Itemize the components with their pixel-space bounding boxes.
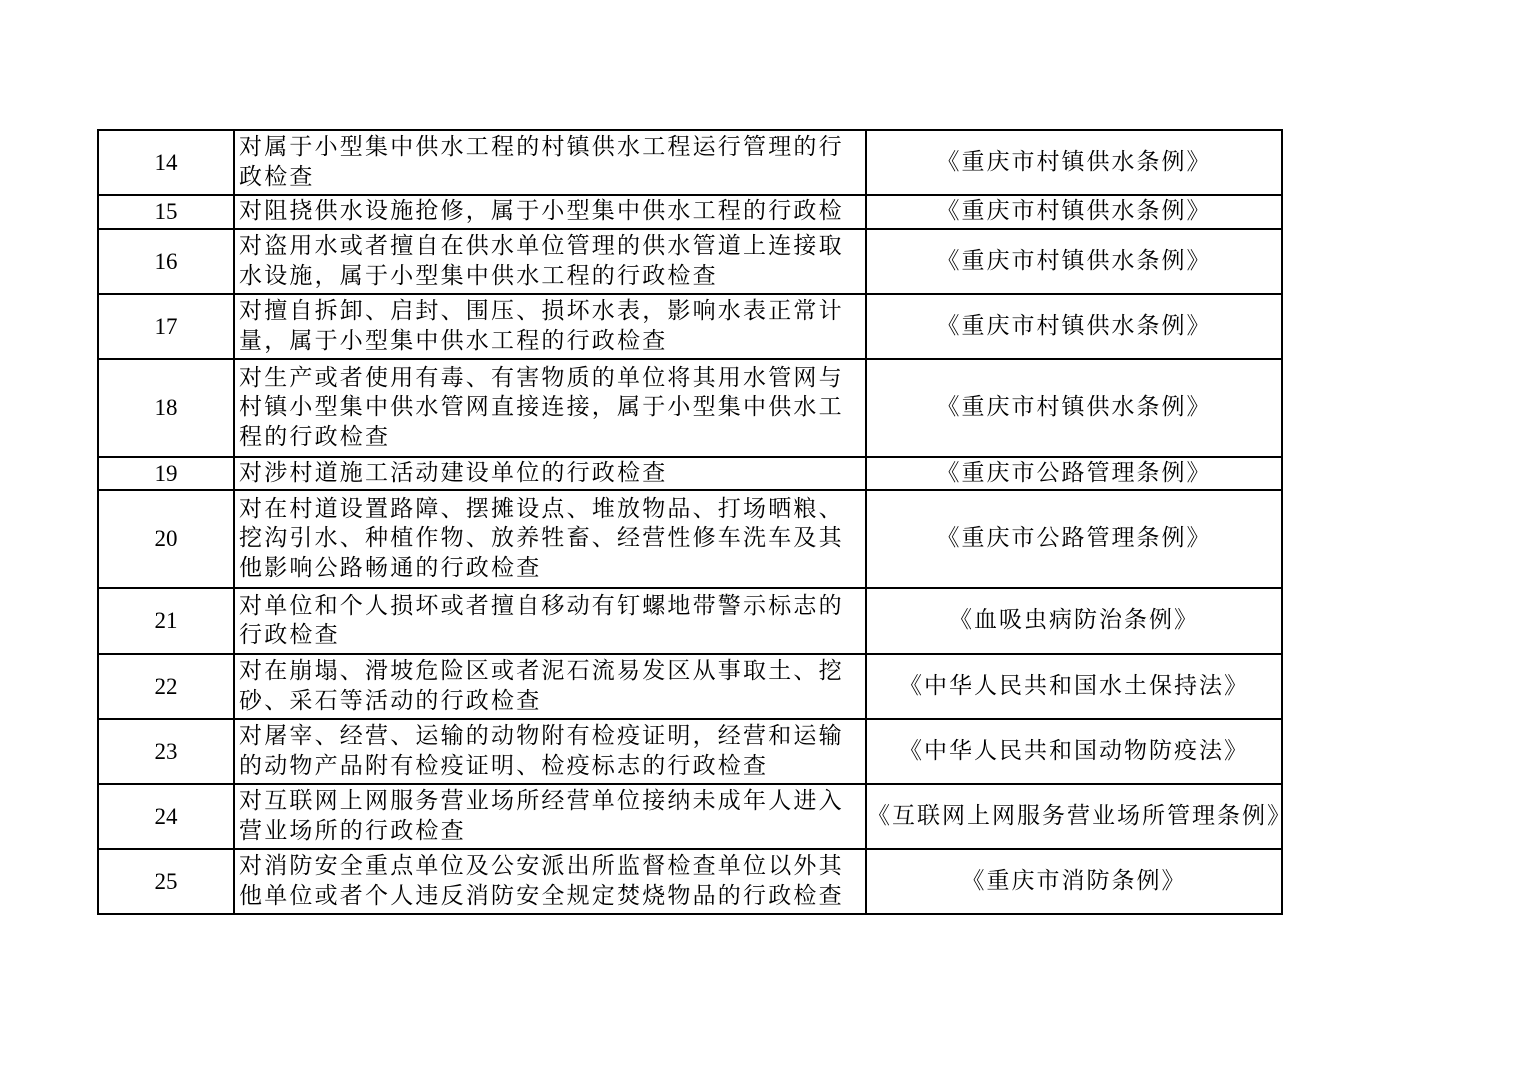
table-row	[98, 195, 1282, 229]
row-number: 17	[98, 294, 234, 359]
inspection-item: 对擅自拆卸、启封、围压、损坏水表，影响水表正常计量，属于小型集中供水工程的行政检查	[234, 294, 866, 359]
legal-basis: 《重庆市公路管理条例》	[866, 457, 1282, 490]
table-row	[98, 654, 1282, 719]
row-number: 20	[98, 490, 234, 588]
row-number: 15	[98, 195, 234, 229]
inspection-item: 对盗用水或者擅自在供水单位管理的供水管道上连接取水设施，属于小型集中供水工程的行政检查	[234, 229, 866, 294]
table-row	[98, 130, 1282, 195]
legal-basis: 《重庆市公路管理条例》	[866, 490, 1282, 588]
row-number: 16	[98, 229, 234, 294]
table-row	[98, 719, 1282, 784]
table-row	[98, 229, 1282, 294]
legal-basis: 《重庆市消防条例》	[866, 849, 1282, 914]
table-row	[98, 784, 1282, 849]
row-number: 23	[98, 719, 234, 784]
table-row	[98, 294, 1282, 359]
inspection-item: 对屠宰、经营、运输的动物附有检疫证明，经营和运输的动物产品附有检疫证明、检疫标志的行政检查	[234, 719, 866, 784]
row-number: 22	[98, 654, 234, 719]
row-number: 21	[98, 588, 234, 654]
legal-basis: 《互联网上网服务营业场所管理条例》	[866, 784, 1282, 849]
table-row	[98, 359, 1282, 457]
legal-basis: 《重庆市村镇供水条例》	[866, 359, 1282, 457]
legal-basis: 《血吸虫病防治条例》	[866, 588, 1282, 654]
inspection-item: 对属于小型集中供水工程的村镇供水工程运行管理的行政检查	[234, 130, 866, 195]
row-number: 19	[98, 457, 234, 490]
row-number: 25	[98, 849, 234, 914]
legal-basis: 《重庆市村镇供水条例》	[866, 294, 1282, 359]
legal-basis: 《重庆市村镇供水条例》	[866, 229, 1282, 294]
table-row	[98, 457, 1282, 490]
inspection-item: 对在村道设置路障、摆摊设点、堆放物品、打场晒粮、挖沟引水、种植作物、放养牲畜、经营性修车洗车及其他影响公路畅通的行政检查	[234, 490, 866, 588]
inspection-item: 对单位和个人损坏或者擅自移动有钉螺地带警示标志的行政检查	[234, 588, 866, 654]
legal-basis: 《重庆市村镇供水条例》	[866, 130, 1282, 195]
table-row	[98, 588, 1282, 654]
row-number: 24	[98, 784, 234, 849]
row-number: 14	[98, 130, 234, 195]
table-row	[98, 849, 1282, 914]
row-number: 18	[98, 359, 234, 457]
inspection-item: 对消防安全重点单位及公安派出所监督检查单位以外其他单位或者个人违反消防安全规定焚烧物品的行政检查	[234, 849, 866, 914]
inspection-item: 对生产或者使用有毒、有害物质的单位将其用水管网与村镇小型集中供水管网直接连接，属于小型集中供水工程的行政检查	[234, 359, 866, 457]
inspection-item: 对涉村道施工活动建设单位的行政检查	[234, 457, 866, 490]
table-row	[98, 490, 1282, 588]
inspection-item: 对在崩塌、滑坡危险区或者泥石流易发区从事取土、挖砂、采石等活动的行政检查	[234, 654, 866, 719]
legal-basis: 《中华人民共和国水土保持法》	[866, 654, 1282, 719]
legal-basis: 《中华人民共和国动物防疫法》	[866, 719, 1282, 784]
legal-basis: 《重庆市村镇供水条例》	[866, 195, 1282, 229]
inspection-item: 对阻挠供水设施抢修，属于小型集中供水工程的行政检	[234, 195, 866, 229]
inspection-items-table	[97, 129, 1292, 915]
inspection-item: 对互联网上网服务营业场所经营单位接纳未成年人进入营业场所的行政检查	[234, 784, 866, 849]
